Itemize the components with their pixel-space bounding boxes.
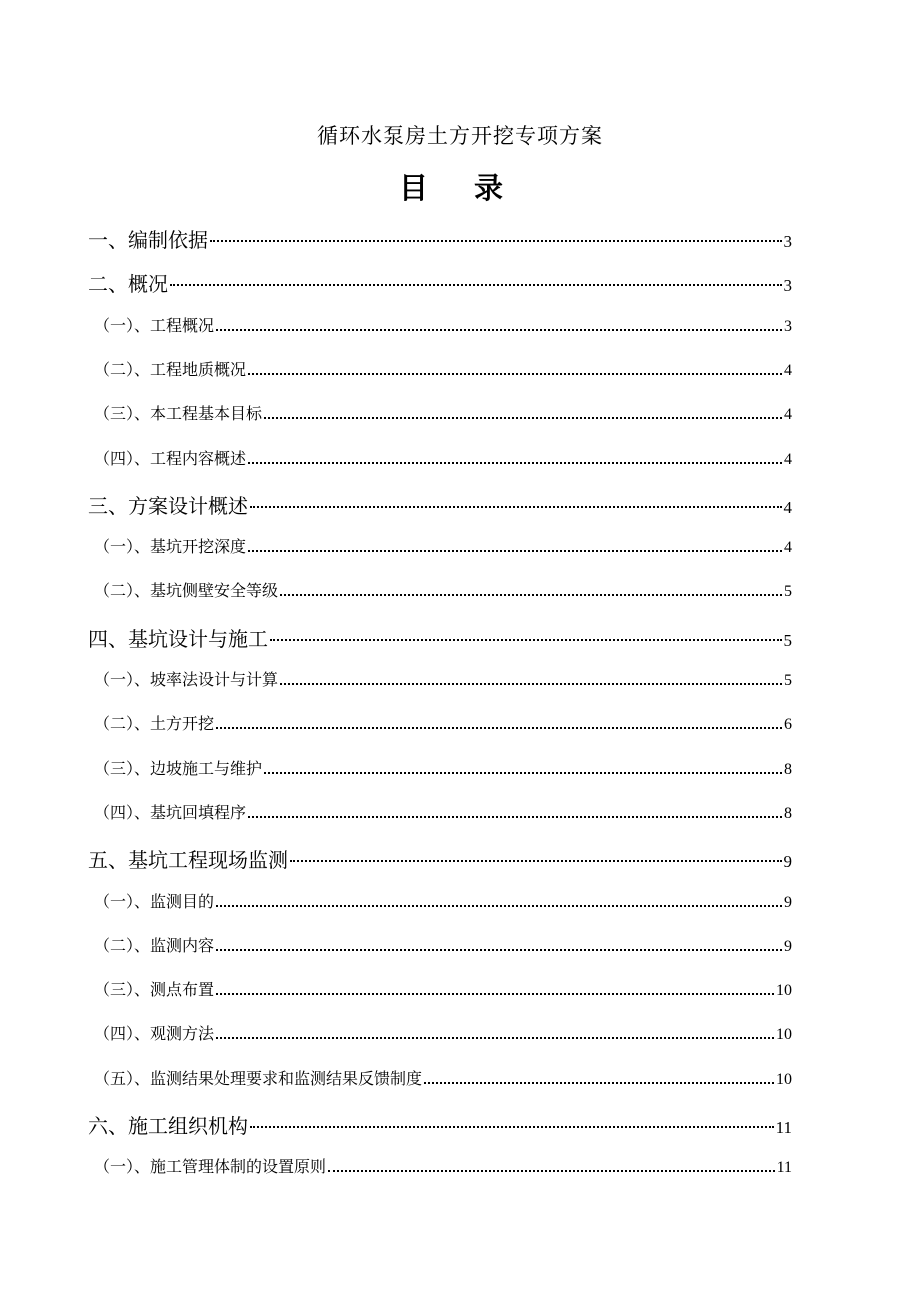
toc-entry-label: （三）、本工程基本目标: [94, 404, 263, 423]
toc-entry-label: （二）、监测内容: [94, 936, 215, 955]
toc-entry[interactable]: [94, 933, 792, 961]
toc-entry-label: （一）、监测目的: [94, 892, 215, 911]
dot-leader: [210, 240, 782, 242]
toc-entry[interactable]: [94, 313, 792, 341]
toc-entry[interactable]: [88, 268, 792, 296]
toc-entry-label: （五）、监测结果处理要求和监测结果反馈制度: [94, 1069, 423, 1088]
toc-entry[interactable]: [94, 1021, 792, 1049]
toc-entry-page: 4: [784, 362, 792, 379]
toc-entry-label: （三）、测点布置: [94, 980, 215, 999]
toc-entry[interactable]: [94, 534, 792, 562]
toc-entry-label: （三）、边坡施工与维护: [94, 759, 263, 778]
toc-entry-page: 3: [784, 318, 792, 335]
toc-entry-label: （二）、土方开挖: [94, 714, 215, 733]
toc-entry[interactable]: [94, 357, 792, 385]
toc-entry-page: 4: [783, 498, 792, 517]
dot-leader: [250, 1126, 774, 1128]
toc-entry-page: 9: [784, 894, 792, 911]
toc-entry-label: （一）、工程概况: [94, 316, 215, 335]
toc-entry-label: （二）、基坑侧壁安全等级: [94, 581, 279, 600]
toc-entry-label: 三、方案设计概述: [88, 494, 248, 518]
dot-leader: [248, 816, 782, 818]
toc-entry-page: 9: [784, 938, 792, 955]
toc-entry-page: 3: [783, 232, 792, 251]
dot-leader: [216, 905, 782, 907]
dot-leader: [248, 373, 782, 375]
dot-leader: [248, 550, 782, 552]
toc-entry-page: 10: [776, 1071, 792, 1088]
toc-entry-label: （一）、施工管理体制的设置原则: [94, 1157, 327, 1176]
toc-entry-label: （一）、坡率法设计与计算: [94, 670, 279, 689]
toc-entry[interactable]: [94, 446, 792, 474]
dot-leader: [264, 772, 782, 774]
dot-leader: [250, 506, 782, 508]
toc-entry-label: （一）、基坑开挖深度: [94, 537, 247, 556]
dot-leader: [216, 949, 782, 951]
toc-entry-page: 4: [784, 539, 792, 556]
toc-entry-page: 10: [776, 1026, 792, 1043]
toc-entry[interactable]: [88, 490, 792, 518]
toc-entry-label: （四）、工程内容概述: [94, 449, 247, 468]
toc-entry-label: 五、基坑工程现场监测: [88, 848, 288, 872]
toc-entry-page: 3: [783, 276, 792, 295]
toc-entry[interactable]: [88, 844, 792, 872]
toc-entry-page: 5: [784, 672, 792, 689]
dot-leader: [248, 462, 782, 464]
document-title: 循环水泵房土方开挖专项方案: [317, 124, 603, 148]
toc-entry[interactable]: [94, 889, 792, 917]
dot-leader: [216, 993, 774, 995]
dot-leader: [216, 1037, 774, 1039]
toc-entry-label: 六、施工组织机构: [88, 1114, 248, 1138]
dot-leader: [280, 594, 782, 596]
dot-leader: [424, 1082, 774, 1084]
dot-leader: [264, 417, 782, 419]
dot-leader: [270, 639, 782, 641]
toc-entry[interactable]: [94, 667, 792, 695]
toc-entry-page: 9: [783, 852, 792, 871]
dot-leader: [280, 683, 782, 685]
toc-entry-page: 6: [784, 716, 792, 733]
toc-heading: 目 录: [398, 171, 522, 205]
toc-entry[interactable]: [94, 977, 792, 1005]
toc-entry-label: 四、基坑设计与施工: [88, 627, 268, 651]
toc-entry-page: 8: [784, 761, 792, 778]
toc-entry-page: 4: [784, 451, 792, 468]
toc-entry-page: 11: [775, 1118, 792, 1137]
dot-leader: [216, 329, 782, 331]
toc-entry[interactable]: [94, 800, 792, 828]
toc-entry-page: 11: [776, 1159, 792, 1176]
toc-entry-label: 一、编制依据: [88, 228, 208, 252]
toc-entry-label: （四）、基坑回填程序: [94, 803, 247, 822]
toc-entry-page: 4: [784, 406, 792, 423]
toc-entry-page: 10: [776, 982, 792, 999]
dot-leader: [328, 1170, 775, 1172]
toc-entry[interactable]: [94, 1154, 792, 1182]
toc-entry-page: 8: [784, 805, 792, 822]
toc-entry[interactable]: [94, 756, 792, 784]
toc-entry[interactable]: [94, 711, 792, 739]
toc-entry-page: 5: [784, 583, 792, 600]
toc-entry-page: 5: [783, 631, 792, 650]
toc-entry-label: （二）、工程地质概况: [94, 360, 247, 379]
toc-entry[interactable]: [88, 1110, 792, 1138]
dot-leader: [290, 860, 782, 862]
toc-entry-label: （四）、观测方法: [94, 1024, 215, 1043]
dot-leader: [216, 727, 782, 729]
toc-entry[interactable]: [88, 224, 792, 252]
toc-entry[interactable]: [94, 578, 792, 606]
toc-entry-label: 二、概况: [88, 272, 168, 296]
toc-entry[interactable]: [94, 1066, 792, 1094]
dot-leader: [170, 284, 782, 286]
toc-entry[interactable]: [88, 623, 792, 651]
toc-entry[interactable]: [94, 401, 792, 429]
